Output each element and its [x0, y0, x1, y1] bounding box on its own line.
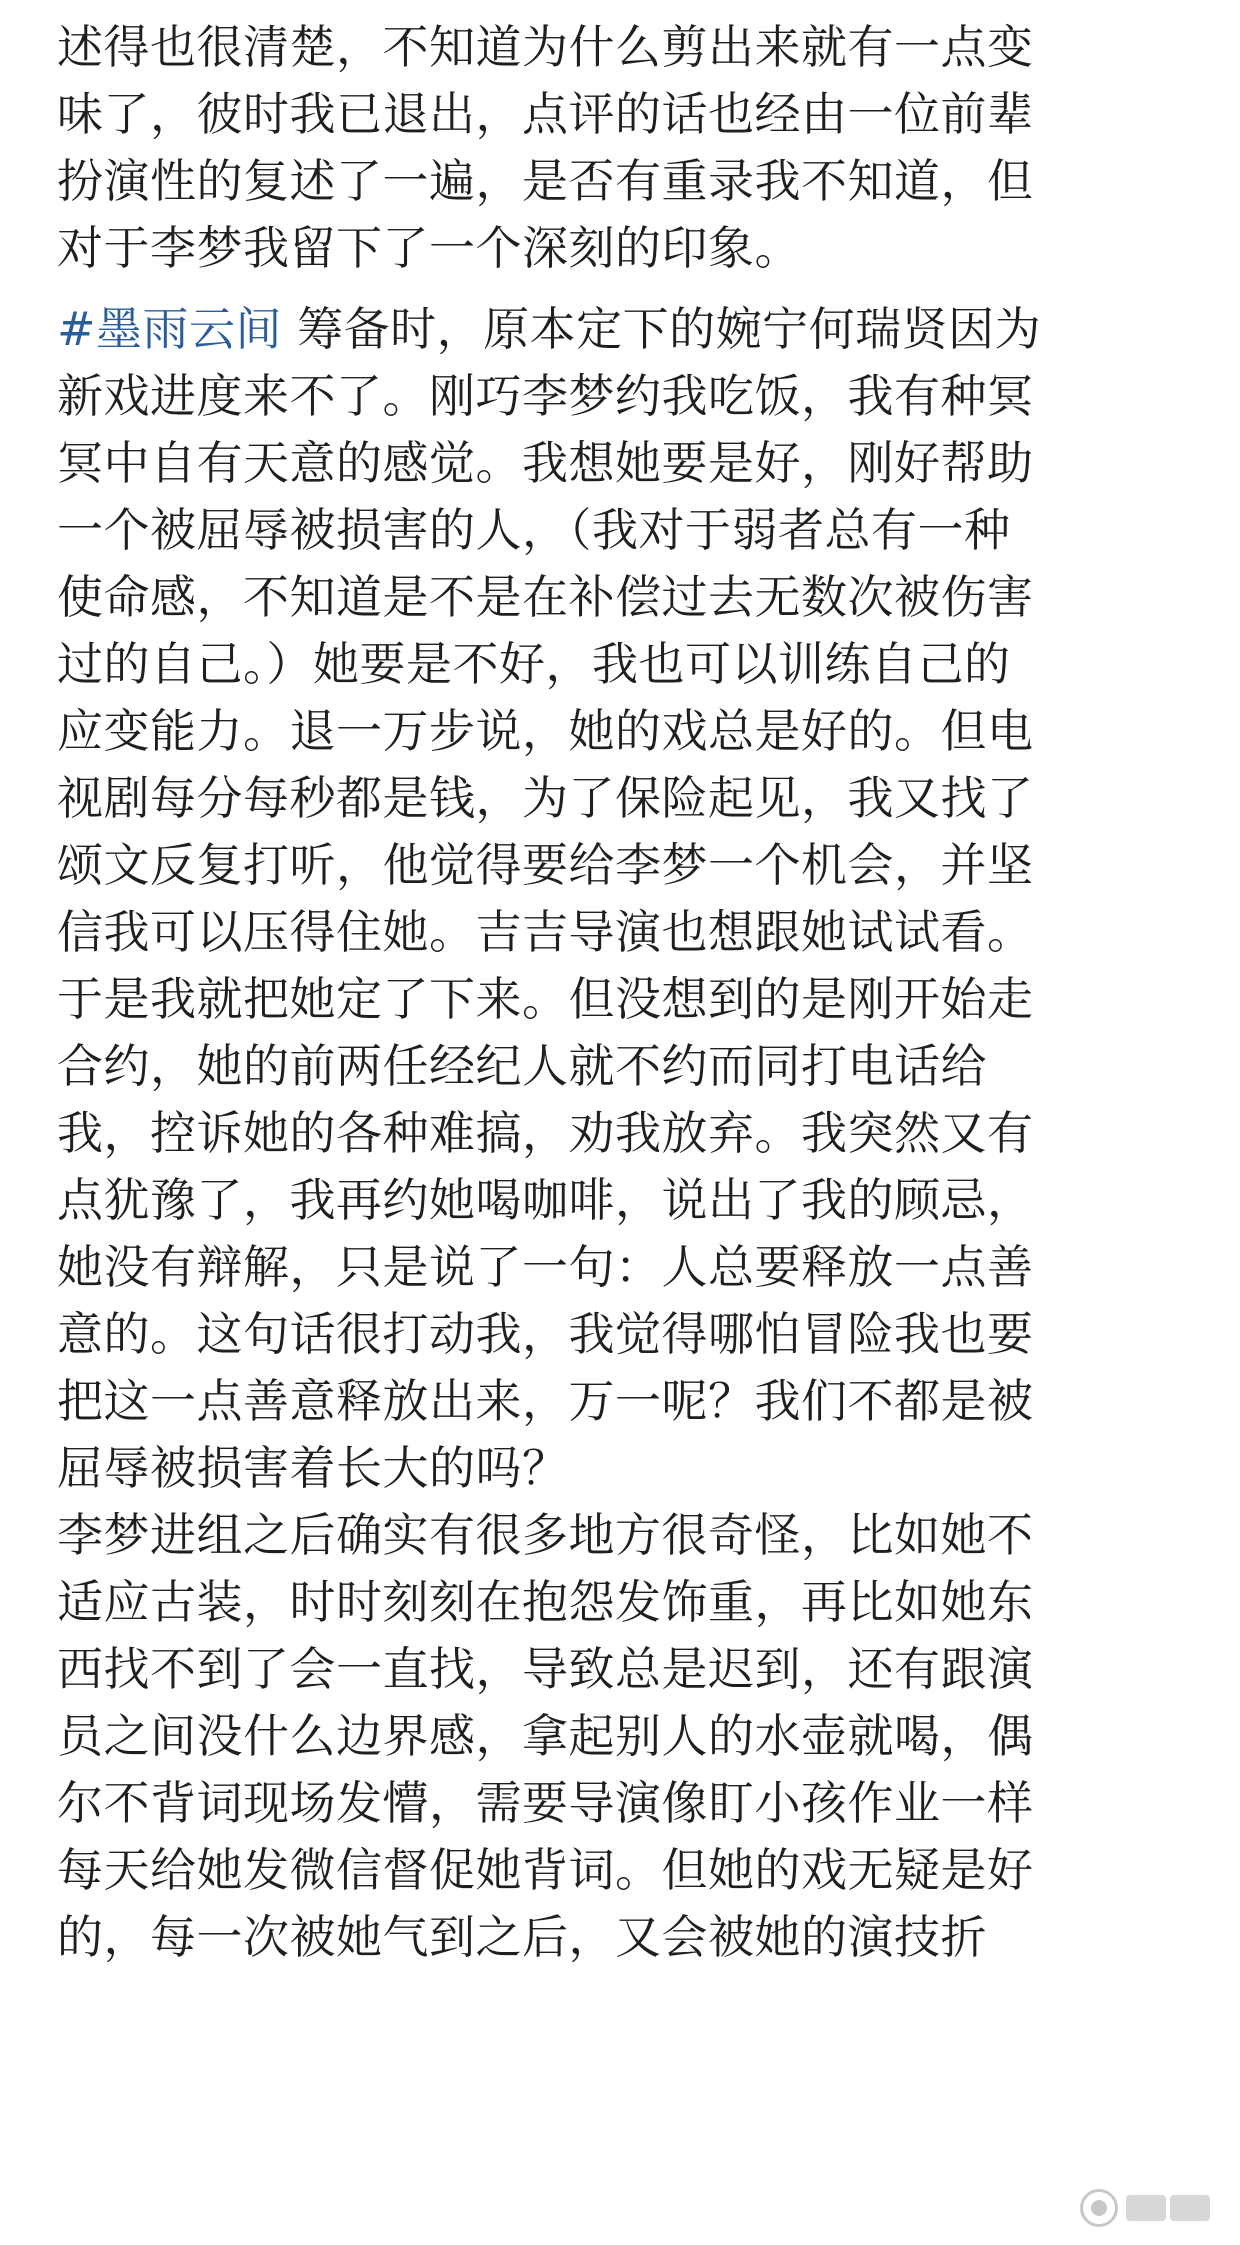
- paragraph-2: [57, 296, 1197, 1502]
- paragraph-2-text: 筹备时，原本定下的婉宁何瑞贤因为 新戏进度来不了。刚巧李梦约我吃饭，我有种冥 冥中自有天意的感觉。我想她要是好，刚好帮助 一个被屈辱被损害的人，（我对于弱者总有一种 使命感，不知道是不是在补偿过去无数次被伤害 过的自己。）她要是不好，我也可以训练自己的 应变能力。退一万步说，她的戏总是好的。但电 视剧每分每秒都是钱，为了保险起见，我又找了 颂文反复打听，他觉得要给李梦一个机会，并坚 信我可以压得住她。吉吉导演也想跟她试试看。 于是我就把她定了下来。但没想到的是刚开始走 合约，她的前两任经纪人就不约而同打电话给 我，控诉她的各种难搞，劝我放弃。我突然又有 点犹豫了，我再约她喝咖啡，说出了我的顾忌， 她没有辩解，只是说了一句：人总要释放一点善 意的。这句话很打动我，我觉得哪怕冒险我也要 把这一点善意释放出来，万一呢？我们不都是被 屈辱被损害着长大的吗？: [57, 302, 1042, 1495]
- hashtag-link[interactable]: #墨雨云间: [57, 302, 283, 356]
- bottom-fade: [0, 2209, 1240, 2245]
- weibo-logo-icon: [1080, 2189, 1118, 2227]
- watermark: [1068, 2181, 1222, 2235]
- watermark-mark: [1126, 2195, 1210, 2221]
- paragraph-1: 述得也很清楚，不知道为什么剪出来就有一点变 味了，彼时我已退出，点评的话也经由一位前辈 扮演性的复述了一遍，是否有重录我不知道，但 对于李梦我留下了一个深刻的印象。: [57, 20, 1034, 275]
- paragraph-3: 李梦进组之后确实有很多地方很奇怪，比如她不 适应古装，时时刻刻在抱怨发饰重，再比如她东 西找不到了会一直找，导致总是迟到，还有跟演 员之间没什么边界感，拿起别人的水壶就喝，偶 尔不背词现场发懵，需要导演像盯小孩作业一样 每天给她发微信督促她背词。但她的戏无疑是好 的，每一次被她气到之后，又会被她的演技折: [57, 1508, 1034, 1964]
- post-body: [57, 0, 1197, 1971]
